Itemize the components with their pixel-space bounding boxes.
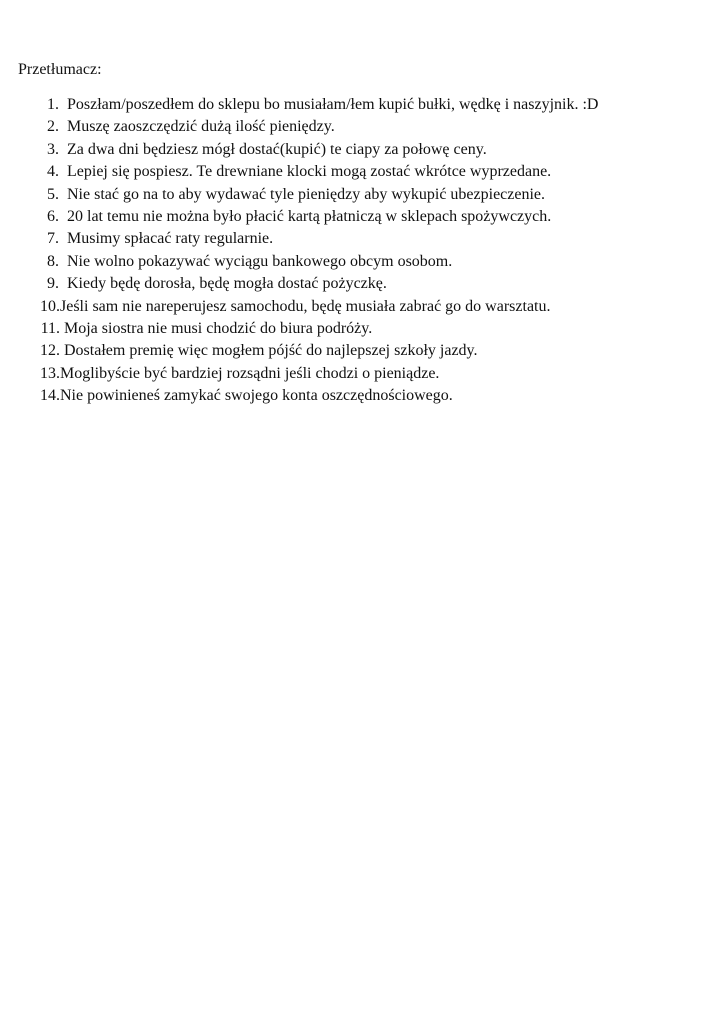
document-heading: Przetłumacz:: [18, 61, 102, 78]
item-number: 12.: [40, 342, 60, 360]
item-text: Nie wolno pokazywać wyciągu bankowego obcym osobom.: [67, 252, 453, 270]
item-number: 7.: [47, 230, 59, 248]
list-item: [18, 340, 718, 362]
item-number: 3.: [47, 140, 59, 158]
item-number: 10.: [40, 297, 60, 315]
item-number: 13.: [40, 364, 60, 382]
item-text: Moglibyście być bardziej rozsądni jeśli chodzi o pieniądze.: [60, 364, 440, 382]
item-text: Nie stać go na to aby wydawać tyle pieniędzy aby wykupić ubezpieczenie.: [67, 185, 546, 203]
item-text: 20 lat temu nie można było płacić kartą płatniczą w sklepach spożywczych.: [67, 207, 552, 225]
item-text: Za dwa dni będziesz mógł dostać(kupić) te ciapy za połowę ceny.: [67, 140, 487, 158]
item-number: 2.: [47, 118, 59, 136]
exercise-list: [18, 94, 718, 407]
item-number: 9.: [47, 275, 59, 293]
item-text: Lepiej się pospiesz. Te drewniane klocki mogą zostać wkrótce wyprzedane.: [67, 163, 552, 181]
list-item: [18, 363, 718, 385]
item-text: Muszę zaoszczędzić dużą ilość pieniędzy.: [67, 118, 335, 136]
item-text: Dostałem premię więc mogłem pójść do najlepszej szkoły jazdy.: [64, 342, 478, 360]
item-number: 14.: [40, 387, 60, 405]
item-number: 11.: [40, 319, 60, 337]
item-number: 8.: [47, 252, 59, 270]
item-number: 1.: [47, 96, 59, 113]
list-item: [18, 251, 718, 273]
item-number: 6.: [47, 207, 59, 225]
item-number: 5.: [47, 185, 59, 203]
list-item: [18, 296, 718, 318]
list-item: [18, 116, 718, 138]
item-text: Kiedy będę dorosła, będę mogła dostać pożyczkę.: [67, 275, 387, 293]
list-item: [18, 273, 718, 295]
item-text: Jeśli sam nie nareperujesz samochodu, będę musiała zabrać go do warsztatu.: [60, 297, 551, 315]
list-item: [18, 94, 718, 116]
list-item: [18, 385, 718, 407]
list-item: [18, 161, 718, 183]
list-item: [18, 318, 718, 340]
item-text: Nie powinieneś zamykać swojego konta oszczędnościowego.: [60, 387, 453, 405]
item-text: Poszłam/poszedłem do sklepu bo musiałam/łem kupić bułki, wędkę i naszyjnik. :D: [67, 96, 599, 113]
list-item: [18, 184, 718, 206]
list-item: [18, 228, 718, 250]
item-text: Musimy spłacać raty regularnie.: [67, 230, 274, 248]
item-text: Moja siostra nie musi chodzić do biura podróży.: [64, 319, 373, 337]
item-number: 4.: [47, 163, 59, 181]
list-item: [18, 139, 718, 161]
list-item: [18, 206, 718, 228]
